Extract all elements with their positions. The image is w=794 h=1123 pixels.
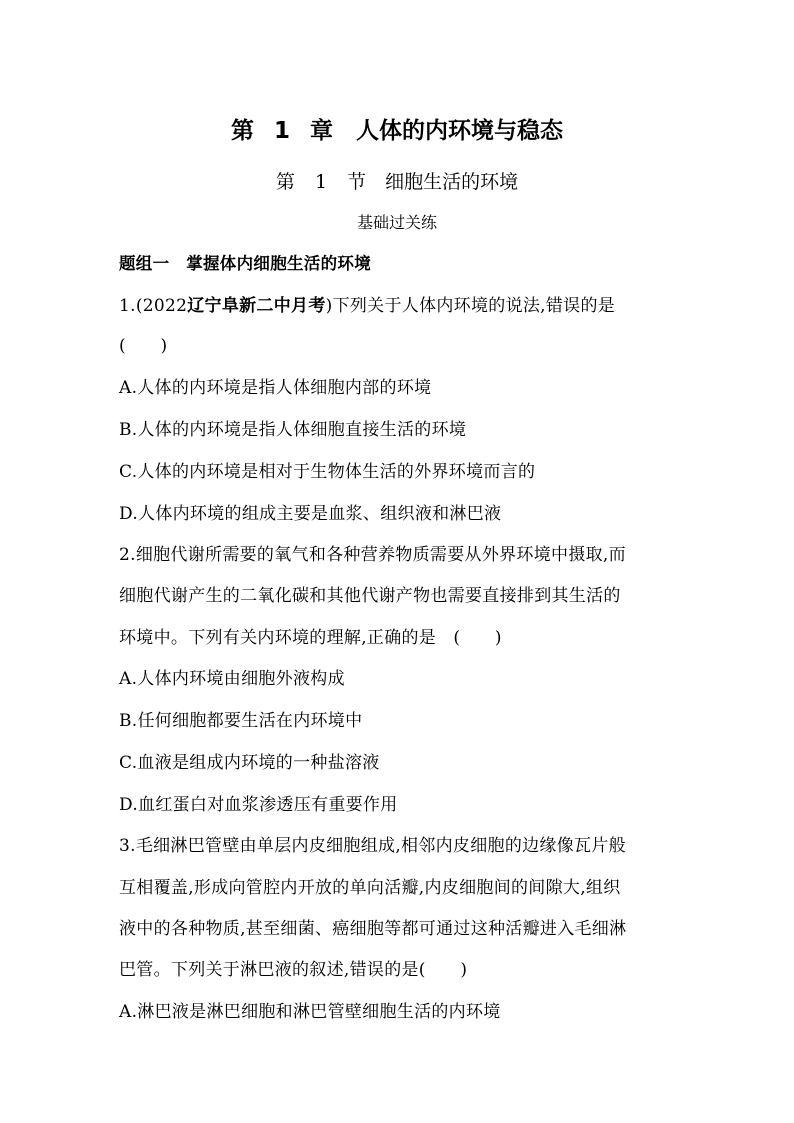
question-1-option-d: D.人体内环境的组成主要是血浆、组织液和淋巴液 [119,504,502,524]
question-1-answer-blank: ( ) [119,336,168,356]
question-3-line-4: 巴管。下列关于淋巴液的叙述,错误的是( ) [119,960,468,980]
question-2-line-2: 细胞代谢产生的二氧化碳和其他代谢产物也需要直接排到其生活的 [119,586,621,606]
question-3-line-1: 3.毛细淋巴管壁由单层内皮细胞组成,相邻内皮细胞的边缘像瓦片般 [119,836,626,856]
group-heading: 题组一 掌握体内细胞生活的环境 [119,254,371,273]
question-1-number: 1. [119,296,136,316]
question-1-source-open: (2022 [135,296,188,316]
question-1-option-a: A.人体的内环境是指人体细胞内部的环境 [119,378,432,398]
question-2-option-c: C.血液是组成内环境的一种盐溶液 [119,753,380,773]
question-3-option-a: A.淋巴液是淋巴细胞和淋巴管壁细胞生活的内环境 [119,1002,501,1022]
question-1-source-close: ) [325,296,333,316]
question-3-line-3: 液中的各种物质,甚至细菌、癌细胞等都可通过这种活瓣进入毛细淋 [119,919,627,939]
question-1-stem [119,294,615,318]
chapter-title: 第 1 章 人体的内环境与稳态 [230,118,564,144]
question-1-option-c: C.人体的内环境是相对于生物体生活的外界环境而言的 [119,462,536,482]
question-2-option-d: D.血红蛋白对血浆渗透压有重要作用 [119,795,398,815]
question-2-option-b: B.任何细胞都要生活在内环境中 [119,711,363,731]
question-2-option-a: A.人体内环境由细胞外液构成 [119,669,345,689]
question-2-line-1: 2.细胞代谢所需要的氧气和各种营养物质需要从外界环境中摄取,而 [119,545,626,565]
exercise-subtitle: 基础过关练 [356,213,437,232]
question-2-line-3: 环境中。下列有关内环境的理解,正确的是 ( ) [119,628,502,648]
question-1-source: 辽宁阜新二中月考 [187,296,326,316]
section-title: 第 1 节 细胞生活的环境 [275,171,519,193]
question-1-option-b: B.人体的内环境是指人体细胞直接生活的环境 [119,420,467,440]
question-3-line-2: 互相覆盖,形成向管腔内开放的单向活瓣,内皮细胞间的间隙大,组织 [119,878,621,898]
question-1-text: 下列关于人体内环境的说法,错误的是 [332,296,616,316]
